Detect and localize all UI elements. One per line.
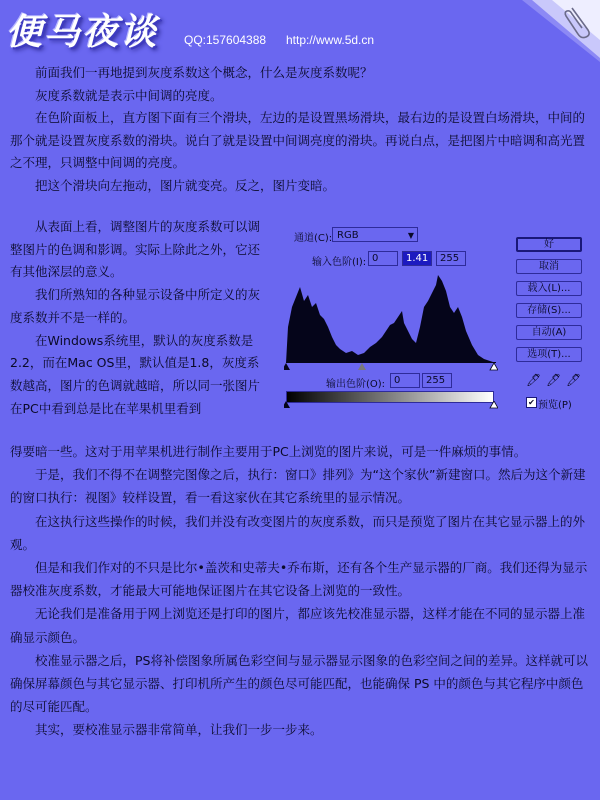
- input-white-field[interactable]: 255: [436, 251, 466, 266]
- save-button[interactable]: 存储(S)...: [516, 303, 582, 318]
- channel-label: 通道(C):: [294, 233, 333, 244]
- page-header: [0, 0, 600, 62]
- input-black-field[interactable]: 0: [368, 251, 398, 266]
- paragraph: 从表面上看，调整图片的灰度系数可以调整图片的色调和影调。实际上除此之外，它还有其他深层的意义。: [10, 219, 261, 280]
- input-sliders[interactable]: [284, 363, 498, 371]
- levels-dialog: [280, 223, 588, 413]
- black-point-slider: [284, 363, 290, 370]
- output-black-field[interactable]: 0: [390, 373, 420, 388]
- output-white-slider: [490, 401, 498, 408]
- output-levels-label: 输出色阶(O):: [326, 379, 386, 390]
- paragraph: 无论我们是准备用于网上浏览还是打印的图片，都应该先校准显示器，这样才能在不同的显示器上准确显示颜色。: [10, 606, 586, 645]
- options-button[interactable]: 选项(T)...: [516, 347, 582, 362]
- paragraph: 校准显示器之后，PS将补偿图象所属色彩空间与显示器显示图象的色彩空间之间的差异。这样就可以确保屏幕颜色与其它显示器、打印机所产生的颜色尽可能匹配，也能确保 PS 中的颜色与其它程序中颜色的尽可能匹配。: [10, 652, 588, 715]
- load-button[interactable]: 载入(L)...: [516, 281, 582, 296]
- preview-label: 预览(P): [538, 400, 572, 411]
- paragraph: 在这执行这些操作的时候，我们并没有改变图片的灰度系数，而只是预览了图片在其它显示器上的外观。: [10, 513, 586, 552]
- paragraph: 我们所熟知的各种显示设备中所定义的灰度系数并不是一样的。: [10, 287, 261, 325]
- paragraph: 在Windows系统里，默认的灰度系数是2.2，而在Mac OS里，默认值是1.8，灰度系数越高，图片的色调就越暗，所以同一张图片在PC中看到总是比在苹果机里看到: [10, 332, 261, 416]
- gamma-slider: [358, 363, 366, 370]
- auto-button[interactable]: 自动(A): [516, 325, 582, 340]
- qq-number: QQ:157604388: [184, 33, 267, 47]
- article-wrap-text: [10, 216, 268, 420]
- paragraph: 前面我们一再地提到灰度系数这个概念，什么是灰度系数呢？: [35, 65, 373, 80]
- input-gamma-field[interactable]: 1.41: [402, 251, 432, 266]
- channel-select[interactable]: [332, 227, 418, 242]
- gray-eyedropper-icon[interactable]: 🖊: [546, 373, 562, 387]
- site-logo: 便马夜谈: [6, 12, 159, 53]
- paragraph: 于是，我们不得不在调整完图像之后，执行：窗口》排列》为“这个家伙”新建窗口。然后为这个新建的窗口执行：视图》较样设置，看一看这家伙在其它系统里的显示情况。: [10, 467, 586, 506]
- output-white-field[interactable]: 255: [422, 373, 452, 388]
- site-url[interactable]: http://www.5d.cn: [286, 33, 375, 47]
- histogram-shape: [286, 275, 496, 363]
- white-eyedropper-icon[interactable]: 🖊: [566, 373, 582, 387]
- paperclip-corner-icon: [522, 0, 600, 62]
- cancel-button[interactable]: 取消: [516, 259, 582, 274]
- output-black-slider: [284, 401, 290, 408]
- paragraph: 在色阶面板上，直方图下面有三个滑块，左边的是设置黑场滑块，最右边的是设置白场滑块，中间的那个就是设置灰度系数的滑块。说白了就是设置中间调亮度的滑块。再说白点，是把图片中暗调和高光置之不理，只调整中间调的亮度。: [10, 110, 586, 170]
- paragraph: 得要暗一些。这对于用苹果机进行制作主要用于PC上浏览的图片来说，可是一件麻烦的事情。: [10, 444, 527, 459]
- preview-checkbox[interactable]: ✔: [526, 397, 537, 408]
- paragraph: 把这个滑块向左拖动，图片就变亮。反之，图片变暗。: [35, 177, 336, 193]
- article-bottom: [10, 440, 588, 742]
- black-eyedropper-icon[interactable]: 🖊: [526, 373, 542, 387]
- channel-value: RGB: [337, 230, 359, 241]
- article-intro: [10, 62, 588, 197]
- ok-button[interactable]: 好: [516, 237, 582, 252]
- input-levels-label: 输入色阶(I):: [312, 257, 367, 268]
- output-sliders[interactable]: [284, 401, 498, 409]
- white-point-slider: [490, 363, 498, 370]
- paragraph: 灰度系数就是表示中间调的亮度。: [35, 87, 223, 103]
- chevron-down-icon: ▼: [407, 231, 414, 240]
- histogram: [286, 267, 496, 363]
- paragraph: 但是和我们作对的不只是比尔•盖茨和史蒂夫•乔布斯，还有各个生产显示器的厂商。我们还得为显示器校准灰度系数，才能最大可能地保证图片在其它设备上浏览的一致性。: [10, 560, 588, 599]
- paragraph: 其实，要校准显示器非常简单，让我们一步一步来。: [35, 722, 323, 738]
